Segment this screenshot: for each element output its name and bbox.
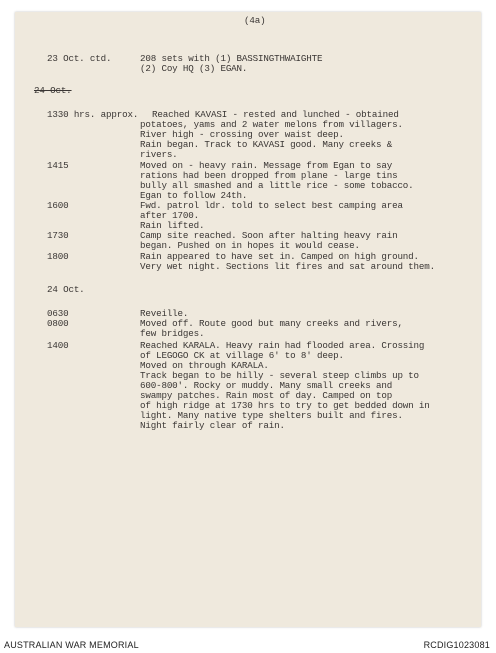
entry-line: Very wet night. Sections lit fires and sat around them.	[140, 261, 435, 272]
entry-time: 1730	[47, 230, 69, 241]
document-page	[15, 12, 481, 627]
page-number: (4a)	[244, 15, 266, 26]
entry-line: of LEGOGO CK at village 6' to 8' deep.	[140, 350, 344, 361]
header-line: 208 sets with (1) BASSINGTHWAIGHTE	[140, 53, 323, 64]
entry-line: Reached KAVASI - rested and lunched - obtained	[152, 109, 399, 120]
footer-right: RCDIG1023081	[423, 640, 490, 650]
entry-line: Track began to be hilly - several steep climbs up to	[140, 370, 419, 381]
entry-line: Fwd. patrol ldr. told to select best camping area	[140, 200, 403, 211]
entry-line: Moved on - heavy rain. Message from Egan to say	[140, 160, 393, 171]
entry-line: began. Pushed on in hopes it would cease.	[140, 240, 360, 251]
entry-line: rivers.	[140, 149, 178, 160]
entry-line: of high ridge at 1730 hrs to try to get bedded down in	[140, 400, 430, 411]
entry-time: 0630	[47, 308, 69, 319]
entry-line: swampy patches. Rain most of day. Camped on top	[140, 390, 393, 401]
entry-line: Rain lifted.	[140, 220, 205, 231]
entry-line: River high - crossing over waist deep.	[140, 129, 344, 140]
entry-line: Egan to follow 24th.	[140, 190, 248, 201]
entry-line: few bridges.	[140, 328, 205, 339]
entry-line: Night fairly clear of rain.	[140, 420, 285, 431]
entry-line: Reached KARALA. Heavy rain had flooded area. Crossing	[140, 340, 425, 351]
header-line: (2) Coy HQ (3) EGAN.	[140, 63, 248, 74]
entry-line: Rain began. Track to KAVASI good. Many creeks &	[140, 139, 393, 150]
entry-line: after 1700.	[140, 210, 199, 221]
entry-line: bully all smashed and a little rice - some tobacco.	[140, 180, 414, 191]
entry-time: 0800	[47, 318, 69, 329]
date-heading: 24 Oct.	[47, 284, 85, 295]
entry-time: 1800	[47, 251, 69, 262]
entry-line: rations had been dropped from plane - large tins	[140, 170, 398, 181]
entry-line: light. Many native type shelters built and fires.	[140, 410, 403, 421]
entry-line: Moved off. Route good but many creeks and rivers,	[140, 318, 403, 329]
entry-time: 1415	[47, 160, 69, 171]
entry-time: 1600	[47, 200, 69, 211]
entry-line: Moved on through KARALA.	[140, 360, 269, 371]
entry-line: Rain appeared to have set in. Camped on high ground.	[140, 251, 419, 262]
entry-time: 1330 hrs. approx.	[47, 109, 139, 120]
entry-line: Camp site reached. Soon after halting heavy rain	[140, 230, 398, 241]
entry-time: 1400	[47, 340, 69, 351]
entry-line: 600-800'. Rocky or muddy. Many small creeks and	[140, 380, 393, 391]
entry-line: Reveille.	[140, 308, 189, 319]
struck-heading: 24 Oct.	[34, 85, 72, 96]
header-date: 23 Oct. ctd.	[47, 53, 112, 64]
footer-left: AUSTRALIAN WAR MEMORIAL	[4, 640, 139, 650]
entry-line: potatoes, yams and 2 water melons from villagers.	[140, 119, 403, 130]
